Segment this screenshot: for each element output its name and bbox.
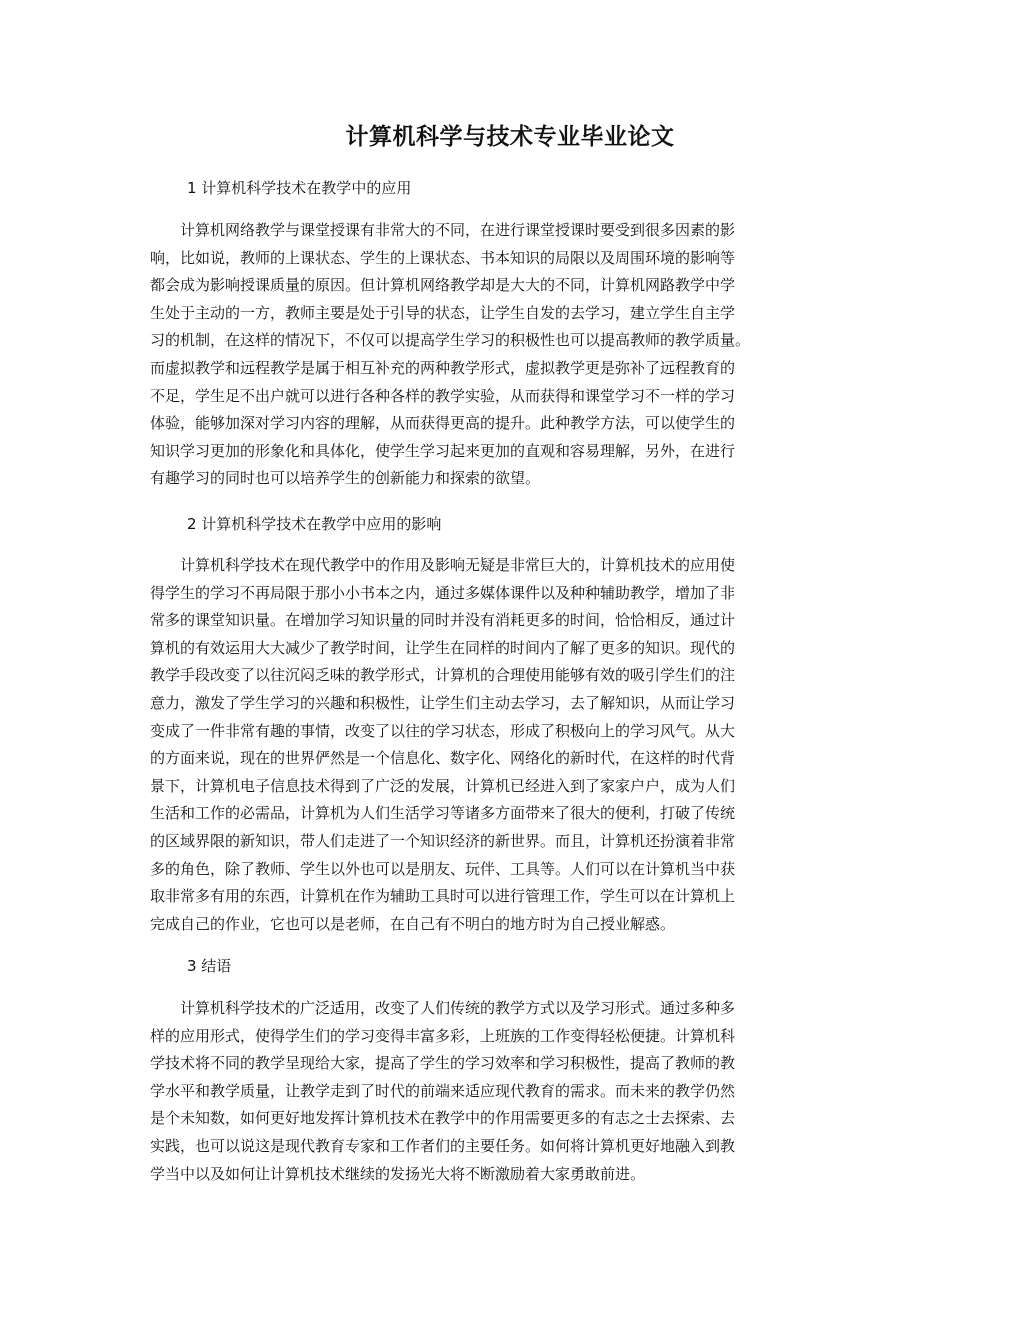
document-title: 计算机科学与技术专业毕业论文 (345, 124, 675, 150)
section-2-paragraph: 计算机科学技术在现代教学中的作用及影响无疑是非常巨大的，计算机技术的应用使 得学生的学习不再局限于那小小书本之内，通过多媒体课件以及种种辅助教学，增加了非 常多的课堂知识量。在增加学习知识量的同时并没有消耗更多的时间，恰恰相反，通过计 算机的有效运用大大减少了教学时间，让学生在同样的时间内了解了更多的知识。现代的 教学手段改变了以往沉闷乏味的教学形式，计算机的合理使用能够有效的吸引学生们的注 意力，激发了学生学习的兴趣和积极性，让学生们主动去学习，去了解知识，从而让学习 变成了一件非常有趣的事情，改变了以往的学习状态，形成了积极向上的学习风气。从大 的方面来说，现在的世界俨然是一个信息化、数字化、网络化的新时代，在这样的时代背 景下，计算机电子信息技术得到了广泛的发展，计算机已经进入到了家家户户，成为人们 生活和工作的必需品，计算机为人们生活学习等诸多方面带来了很大的便利，打破了传统 的区域界限的新知识，带人们走进了一个知识经济的新世界。而且，计算机还扮演着非常 多的角色，除了教师、学生以外也可以是朋友、玩伴、工具等。人们可以在计算机当中获 取非常多有用的东西，计算机在作为辅助工具时可以进行管理工作，学生可以在计算机上 完成自己的作业，它也可以是老师，在自己有不明白的地方时为自己授业解惑。 (150, 556, 736, 933)
section-3-paragraph: 计算机科学技术的广泛适用，改变了人们传统的教学方式以及学习形式。通过多种多 样的应用形式，使得学生们的学习变得丰富多彩，上班族的工作变得轻松便捷。计算机科 学技术将不同的教学呈现给大家，提高了学生的学习效率和学习积极性，提高了教师的教 学水平和教学质量，让教学走到了时代的前端来适应现代教育的需求。而未来的教学仍然 是个未知数，如何更好地发挥计算机技术在教学中的作用需要更多的有志之士去探索、去 实践，也可以说这是现代教育专家和工作者们的主要任务。如何将计算机更好地融入到教 学当中以及如何让计算机技术继续的发扬光大将不断激励着大家勇敢前进。 (150, 999, 736, 1183)
section-2-heading: 2 计算机科学技术在教学中应用的影响 (187, 515, 442, 533)
section-3-heading: 3 结语 (187, 957, 232, 975)
section-1-paragraph: 计算机网络教学与课堂授课有非常大的不同，在进行课堂授课时要受到很多因素的影 响，比如说，教师的上课状态、学生的上课状态、书本知识的局限以及周围环境的影响等 都会成为影响授课质量的原因。但计算机网络教学却是大大的不同，计算机网路教学中学 生处于主动的一方，教师主要是处于引导的状态，让学生自发的去学习，建立学生自主学 习的机制，在这样的情况下，不仅可以提高学生学习的积极性也可以提高教师的教学质量。 而虚拟教学和远程教学是属于相互补充的两种教学形式，虚拟教学更是弥补了远程教育的 不足，学生足不出户就可以进行各种各样的教学实验，从而获得和课堂学习不一样的学习 体验，能够加深对学习内容的理解，从而获得更高的提升。此种教学方法，可以使学生的 知识学习更加的形象化和具体化，使学生学习起来更加的直观和容易理解，另外，在进行 有趣学习的同时也可以培养学生的创新能力和探索的欲望。 (150, 221, 751, 488)
section-1-heading: 1 计算机科学技术在教学中的应用 (187, 179, 412, 197)
